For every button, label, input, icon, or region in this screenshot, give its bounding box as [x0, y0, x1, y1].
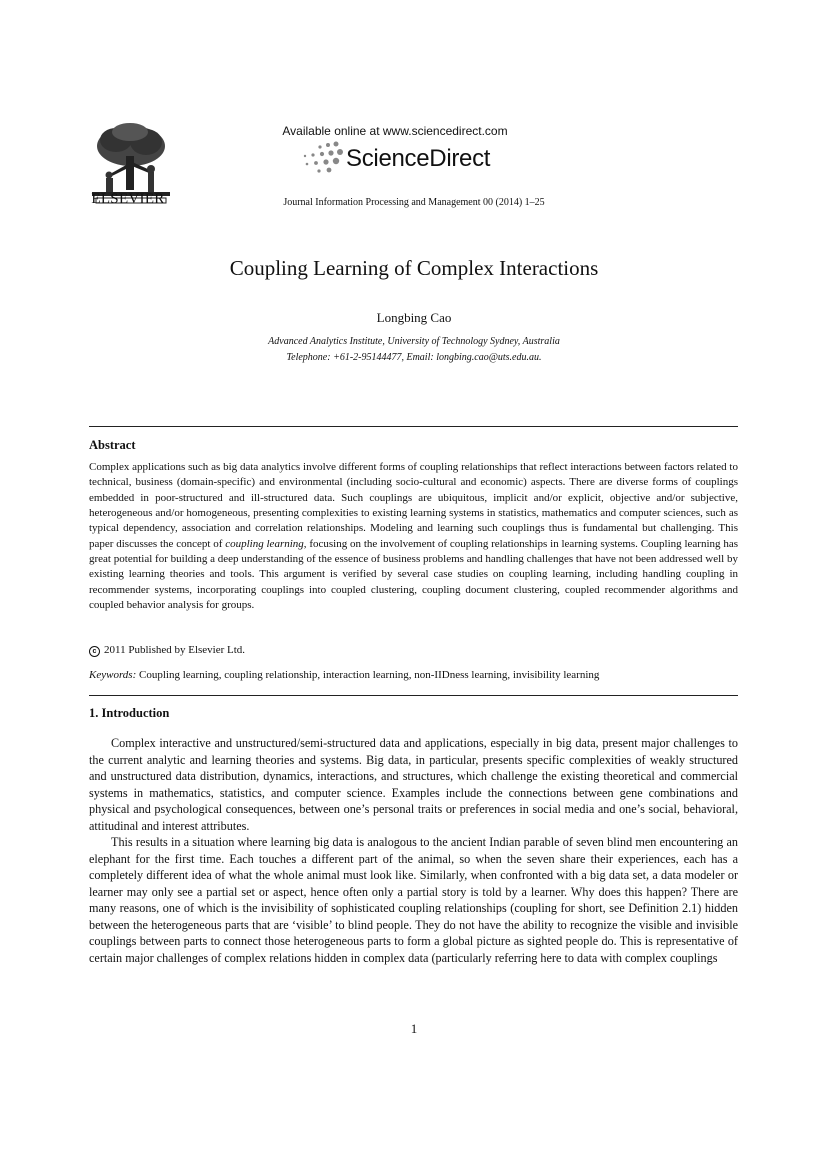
journal-line: Journal Information Processing and Management 00 (2014) 1–25	[283, 197, 545, 208]
sciencedirect-logo: ScienceDirect	[346, 145, 491, 172]
intro-paragraph-1: Complex interactive and unstructured/semi-structured data and applications, especially in big data, present major challenges to the current analytic and learning theories and systems. Big data, in particular, presents specific complexities of weakly structured and unstructured data distribution, dynamics, interactions, and structures, which challenge the existing theoretical and commercial systems in mathematics, statistics, and computer science. Examples include the connections between gene combinations and physical and psychological consequences, between one’s personal traits or preferences in social media and one’s social, behavioral, attitudinal and interest attributes.	[89, 736, 738, 833]
introduction-heading: 1. Introduction	[89, 706, 170, 720]
page-number: 1	[410, 1021, 418, 1036]
contact-line: Telephone: +61-2-95144477, Email: longbing.cao@uts.edu.au.	[286, 352, 542, 363]
top-rule	[89, 426, 738, 427]
copyright-text: 2011 Published by Elsevier Ltd.	[104, 644, 246, 656]
copyright-icon: c	[89, 646, 100, 657]
keywords-text: Coupling learning, coupling relationship, interaction learning, non-IIDness learning, invisibility learning	[139, 669, 600, 681]
author-name: Longbing Cao	[376, 310, 452, 325]
sciencedirect-dots-icon	[298, 139, 344, 175]
abstract-text-part-1: Complex applications such as big data analytics involve different forms of coupling relationships that reflect interactions between factors related to technical, business (domain-specific) and environmental (including socio-cultural and economic) aspects. There are diverse forms of couplings embedded in poor-structured and ill-structured data. Such couplings are ubiquitous, implicit and/or explicit, objective and/or subjective, heterogeneous and/or homogeneous, presenting complexities to existing learning systems in statistics, mathematics and computer sciences, such as typical dependency, association and correlation relationships. Modeling and learning such couplings thus is fundamental but challenging. This paper discusses the concept of	[89, 461, 738, 550]
available-online-text[interactable]: Available online at www.sciencedirect.com	[282, 124, 508, 138]
abstract-text-part-2: , focusing on the involvement of coupling relationships in learning systems. Coupling learning has great potential for building a deep understanding of the essence of business problems and handling challenges that have not been addressed well by existing learning theories and tools. This argument is verified by several case studies on coupling learning, including handling coupling in recommender systems, incorporating couplings into coupled clustering, coupling document clustering, coupled recommender algorithms and coupled behavior analysis for groups.	[89, 537, 738, 612]
intro-paragraph-2: This results in a situation where learning big data is analogous to the ancient Indian parable of seven blind men encountering an elephant for the first time. Each touches a different part of the animal, so when the seven share their experiences, each has a completely different idea of what the whole animal must look like. Similarly, when confronted with a big data set, a data modeler or learner may only see a partial set or aspect, hence often only a partial story is told by a learner. Why does this happen? There are many reasons, one of which is the invisibility of sophisticated coupling relationships (coupling for short, see Definition 2.1) hidden between the heterogeneous parts that are ‘visible’ to blind people. They do not have the ability to recognize the visible and invisible couplings between parts to connect those heterogeneous parts to form a global picture as sighted people do. This is representative of certain major challenges of complex relations hidden in complex data (particularly referring here to data with complex couplings	[89, 835, 738, 965]
abstract-text	[89, 460, 738, 613]
bottom-rule	[89, 695, 738, 696]
author-affiliation	[0, 334, 828, 366]
keywords-line	[89, 669, 599, 681]
introduction-body	[89, 735, 738, 966]
elsevier-wordmark: ELSEVIER	[91, 191, 165, 207]
abstract-italic-term: coupling learning	[225, 537, 304, 550]
affiliation-line: Advanced Analytics Institute, University of Technology Sydney, Australia	[268, 336, 560, 347]
copyright-line	[89, 644, 245, 657]
paper-title: Coupling Learning of Complex Interactions	[229, 256, 599, 280]
abstract-heading: Abstract	[89, 438, 136, 452]
keywords-label: Keywords:	[89, 669, 137, 681]
